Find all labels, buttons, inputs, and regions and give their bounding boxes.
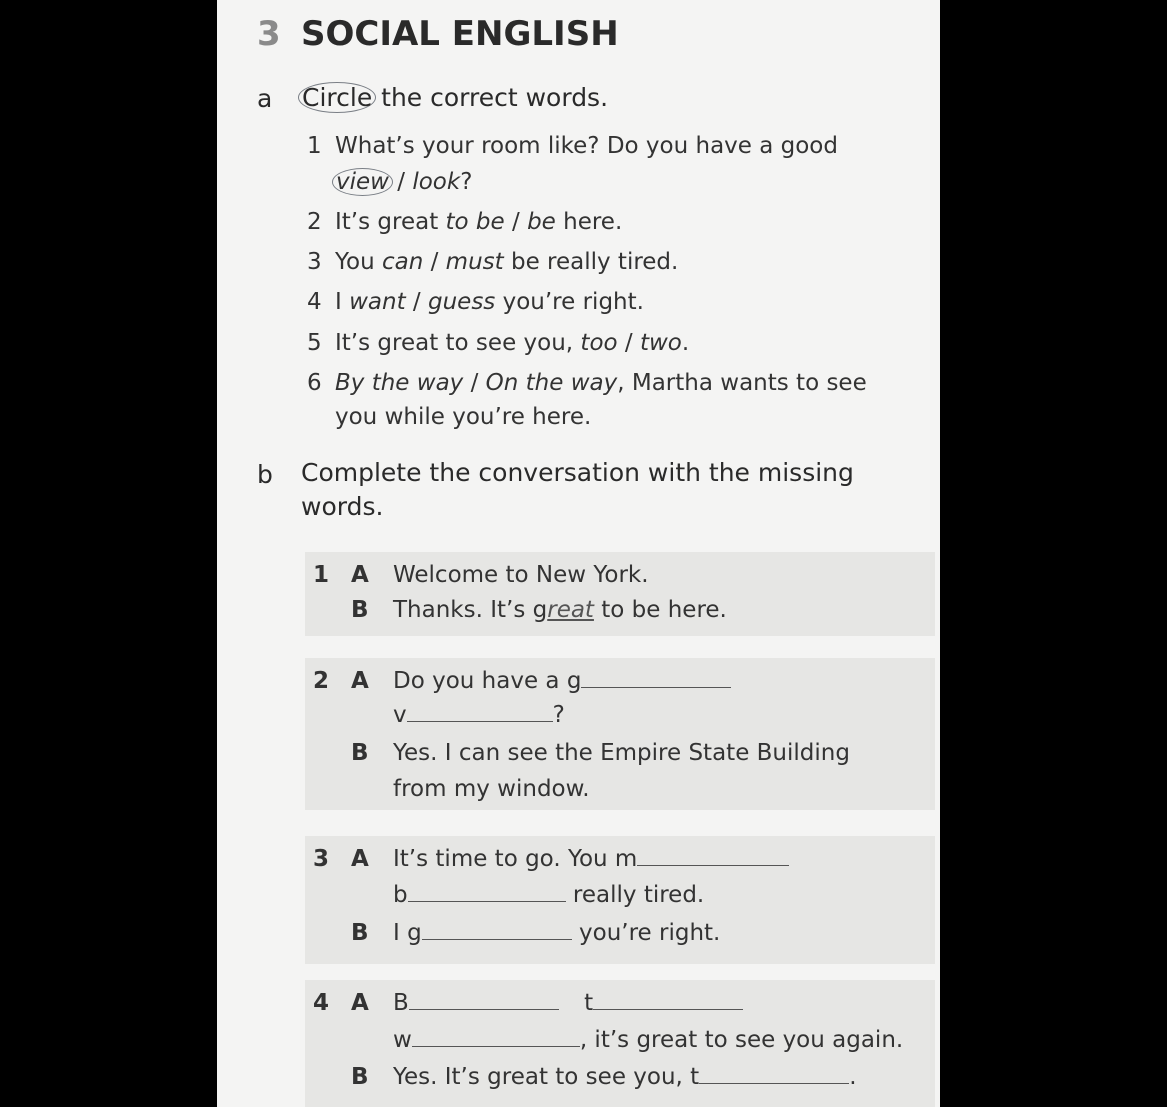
item-6-option-b[interactable]: On the way [485,370,618,396]
dialog-2-speaker-b: B [351,740,369,766]
item-5-text: It’s great to see you, too / two. [335,330,690,356]
item-3-option-b[interactable]: must [445,249,504,275]
dialog-3-a-line2: b really tired. [393,882,705,908]
dialog-4-speaker-a: A [351,990,369,1016]
item-1-options: view / look? [335,168,472,196]
item-1-option-a[interactable]: view [332,168,393,196]
part-a-instruction: Circle the correct words. [301,82,608,113]
item-5-option-b[interactable]: two [639,330,682,356]
item-2-option-b[interactable]: be [527,209,556,235]
dialog-1-speaker-b: B [351,597,369,623]
dialog-4-speaker-b: B [351,1064,369,1090]
item-6-number: 6 [307,370,322,396]
item-4-option-a[interactable]: want [349,289,406,315]
dialog-4-b-text: Yes. It’s great to see you, t . [393,1064,857,1090]
dialog-3-a-text: It’s time to go. You m [393,846,789,872]
blank-input[interactable] [412,1045,580,1047]
dialog-1-speaker-a: A [351,562,369,588]
example-answer: reat [547,597,594,623]
dialog-2-b-line2: from my window. [393,776,590,802]
dialog-1-a-text: Welcome to New York. [393,562,649,588]
dialog-2-a-text: Do you have a g [393,668,731,694]
workbook-page [217,0,940,1107]
item-4-text: I want / guess you’re right. [335,289,644,315]
dialog-2-number: 2 [313,668,330,694]
part-b-letter: b [257,460,273,489]
item-2-option-a[interactable]: to be [445,209,505,235]
part-b-instruction-line1: Complete the conversation with the missing [301,458,854,487]
dialog-1-number: 1 [313,562,330,588]
dialog-2-a-line2: v ? [393,702,565,728]
dialog-2-b-text: Yes. I can see the Empire State Building [393,740,850,766]
dialog-4-a-text: B t [393,990,743,1016]
dialog-4-a-line2: w , it’s great to see you again. [393,1027,904,1053]
part-a-letter: a [257,84,273,113]
item-4-number: 4 [307,289,322,315]
item-1-number: 1 [307,133,322,159]
dialog-3-number: 3 [313,846,330,872]
item-6-option-a[interactable]: By the way [335,370,464,396]
blank-input[interactable] [409,1008,559,1010]
blank-input[interactable] [408,900,566,902]
item-6-text: By the way / On the way, Martha wants to see [335,370,867,396]
blank-input[interactable] [407,720,553,722]
blank-input[interactable] [637,864,789,866]
section-number: 3 [257,14,281,54]
dialog-3-b-text: I g you’re right. [393,920,721,946]
item-6-line2: you while you’re here. [335,404,592,430]
dialog-1-b-text: Thanks. It’s great to be here. [393,597,727,623]
dialog-2-speaker-a: A [351,668,369,694]
item-5-number: 5 [307,330,322,356]
part-b-instruction-line2: words. [301,492,384,521]
dialog-4-number: 4 [313,990,330,1016]
blank-input[interactable] [699,1082,849,1084]
circled-word: Circle [298,82,376,113]
item-3-text: You can / must be really tired. [335,249,679,275]
blank-input[interactable] [593,1008,743,1010]
dialog-3-speaker-b: B [351,920,369,946]
section-title: SOCIAL ENGLISH [301,14,619,54]
item-3-number: 3 [307,249,322,275]
item-2-text: It’s great to be / be here. [335,209,623,235]
blank-input[interactable] [581,686,731,688]
dialog-3-speaker-a: A [351,846,369,872]
item-1-option-b[interactable]: look [412,169,461,195]
item-1-text: What’s your room like? Do you have a good [335,133,838,159]
blank-input[interactable] [422,938,572,940]
item-4-option-b[interactable]: guess [428,289,496,315]
item-5-option-a[interactable]: too [580,330,618,356]
item-3-option-a[interactable]: can [381,249,424,275]
item-2-number: 2 [307,209,322,235]
